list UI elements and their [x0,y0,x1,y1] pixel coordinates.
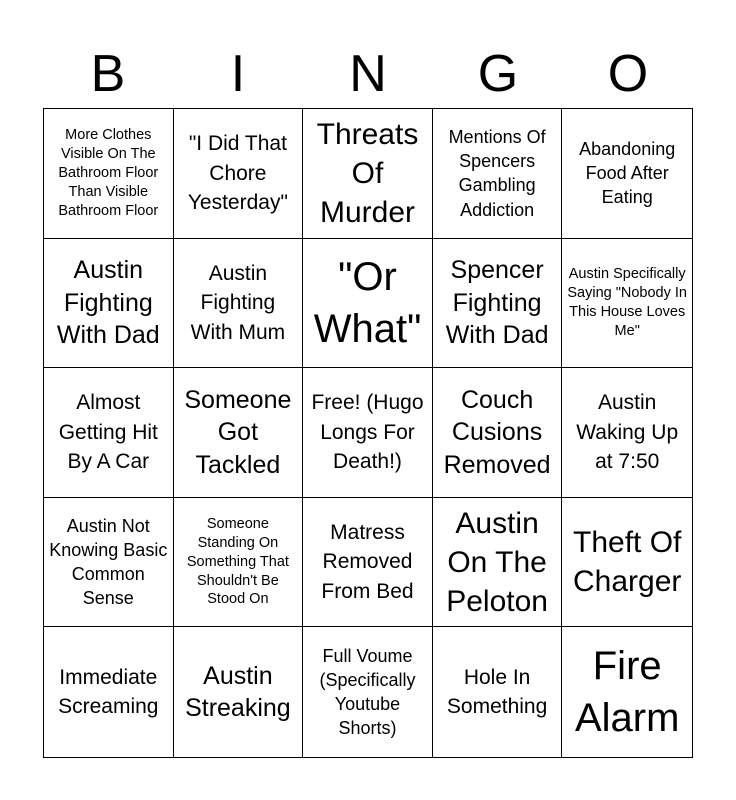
bingo-cell[interactable] [44,498,174,628]
cell-text: Threats Of Murder [316,117,419,229]
cell-text: "I Did That Chore Yesterday" [187,132,288,214]
bingo-cell free-space[interactable] [303,368,433,498]
header-letter-b: B [90,45,126,103]
header-letter-n: N [349,45,387,103]
bingo-cell[interactable] [303,498,433,628]
cell-text: Free! (Hugo Longs For Death!) [311,391,424,474]
bingo-cell[interactable] [562,109,692,239]
cell-text: Full Voume (Specifically Youtube Shorts) [319,645,416,739]
bingo-cell[interactable] [174,109,304,239]
cell-text: Couch Cusions Removed [443,385,551,479]
bingo-cell[interactable] [44,109,174,239]
cell-text: Spencer Fighting With Dad [445,256,549,350]
bingo-cell[interactable] [433,239,563,369]
bingo-cell[interactable] [44,627,174,757]
cell-text: Mentions Of Spencers Gambling Addiction [448,126,546,220]
bingo-cell[interactable] [433,627,563,757]
bingo-board [43,108,693,758]
bingo-cell[interactable] [303,627,433,757]
cell-text: Austin Streaking [185,661,291,723]
cell-text: Someone Got Tackled [184,385,292,479]
bingo-cell[interactable] [562,627,692,757]
cell-text: Austin On The Peloton [446,506,548,618]
cell-text: Fire Alarm [574,644,680,741]
cell-text: Matress Removed From Bed [321,521,414,603]
cell-text: Hole In Something [446,665,548,719]
cell-text: Austin Not Knowing Basic Common Sense [49,515,168,609]
cell-text: Austin Fighting With Mum [190,261,286,344]
bingo-cell[interactable] [174,239,304,369]
cell-text: Almost Getting Hit By A Car [58,391,158,474]
bingo-cell[interactable] [174,368,304,498]
bingo-cell[interactable] [433,109,563,239]
bingo-cell[interactable] [174,498,304,628]
bingo-cell[interactable] [44,239,174,369]
header-letter-o: O [607,45,649,103]
cell-text: Austin Waking Up at 7:50 [576,391,679,474]
header-letter-i: I [230,45,246,103]
bingo-cell[interactable] [303,239,433,369]
cell-text: Abandoning Food After Eating [579,138,676,208]
cell-text: "Or What" [313,254,422,351]
header-letter-g: G [477,45,519,103]
cell-text: Immediate Screaming [58,665,159,719]
cell-text: Austin Specifically Saying "Nobody In This House Loves Me" [567,266,687,339]
bingo-header [43,40,693,108]
cell-text: Austin Fighting With Dad [56,256,160,350]
bingo-cell[interactable] [562,239,692,369]
bingo-cell[interactable] [174,627,304,757]
bingo-cell[interactable] [303,109,433,239]
bingo-cell[interactable] [562,498,692,628]
cell-text: More Clothes Visible On The Bathroom Floor Than Visible Bathroom Floor [58,127,159,219]
bingo-cell[interactable] [562,368,692,498]
bingo-cell[interactable] [433,368,563,498]
cell-text: Someone Standing On Something That Shouldn't Be Stood On [186,515,289,608]
bingo-cell[interactable] [433,498,563,628]
cell-text: Theft Of Charger [573,526,682,599]
bingo-cell[interactable] [44,368,174,498]
